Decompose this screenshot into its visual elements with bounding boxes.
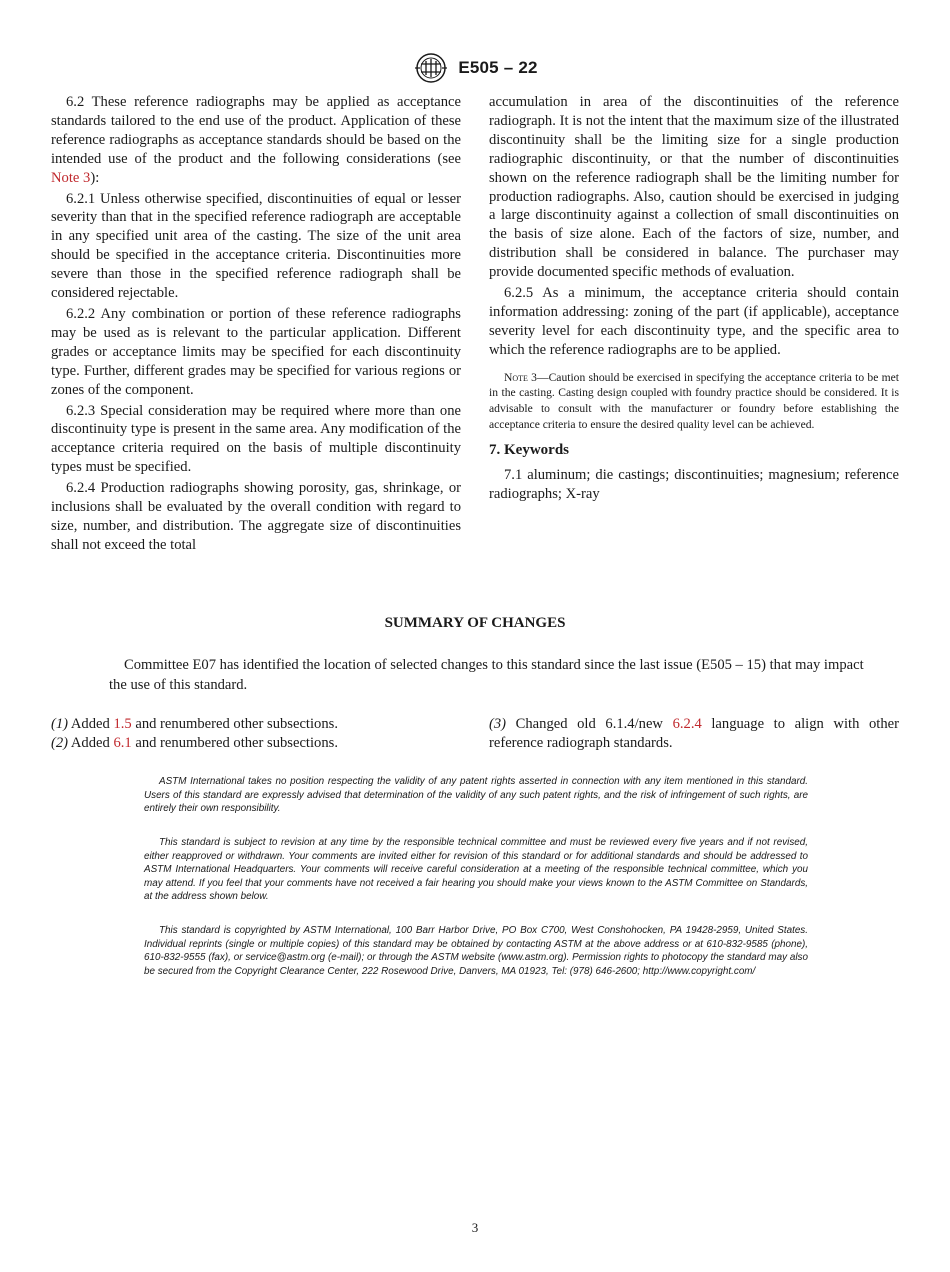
paragraph-6-2-text: 6.2 These reference radiographs may be applied as acceptance standards tailored to the end use of the product. Application of these reference radiographs as acceptance standards should be based on the intended use of the product and the following considerations (see [51, 94, 461, 167]
section-link-6-1[interactable]: 6.1 [113, 735, 132, 751]
standard-designation: E505 – 22 [458, 58, 538, 77]
patent-notice: ASTM International takes no position respecting the validity of any patent rights asserted in connection with any item mentioned in this standard. Users of this standard are expressly advised that determination of the validity of any such patent rights, and the risk of infringement of such rights, are entirely their own responsibility. [144, 776, 808, 814]
paragraph-6-2-3: 6.2.3 Special consideration may be required where more than one discontinuity type is present in the same area. Any modification of the acceptance criteria required on the basis of multiple discontinuity types must be specified. [51, 402, 461, 476]
revision-notice: This standard is subject to revision at any time by the responsible technical committee and must be reviewed every five years and if not revised, either reapproved or withdrawn. Your comments are invited either for revision of this standard or for additional standards and should be addressed to ASTM International Headquarters. Your comments will receive careful consideration at a meeting of the responsible technical committee, which you may attend. If you feel that your comments have not received a fair hearing you should make your views known to the ASTM Committee on Standards, at the address shown below. [144, 837, 808, 902]
summary-of-changes-title: SUMMARY OF CHANGES [384, 615, 566, 631]
change-item [51, 715, 461, 734]
page-header [0, 52, 950, 84]
section-heading-keywords: 7. Keywords [489, 441, 569, 458]
change-number: (2) [51, 735, 69, 751]
paragraph-7-1: 7.1 aluminum; die castings; discontinuities; magnesium; reference radiographs; X-ray [489, 466, 899, 502]
paragraph-6-2-5: 6.2.5 As a minimum, the acceptance criteria should contain information addressing: zoning of the part (if applicable), acceptance severity level for each discontinuity type, and the specific area to which the reference radiographs are to be applied. [489, 285, 899, 358]
paragraph-6-2 [51, 93, 461, 188]
paragraph-6-2-2: 6.2.2 Any combination or portion of these reference radiographs may be used as is relevant to the particular application. Different grades or acceptance limits may be specified for each discontinuity type. Further, different grades may be specified for various regions or zones of the component. [51, 305, 461, 398]
summary-intro-text: Committee E07 has identified the location of selected changes to this standard since the last issue (E505 – 15) that may impact the use of this standard. [109, 657, 864, 693]
change-text: Changed old 6.1.4/new [506, 716, 673, 732]
change-item [51, 734, 461, 753]
paragraph-6-2-4: 6.2.4 Production radiographs showing porosity, gas, shrinkage, or inclusions shall be evaluated by the overall condition with regard to size, number, and distribution. The aggregate size of discontinuities shall not exceed the total [51, 480, 461, 553]
astm-logo-icon [412, 53, 450, 83]
section-link-1-5[interactable]: 1.5 [113, 716, 132, 732]
right-column [489, 93, 899, 506]
changes-list-left [51, 715, 461, 753]
note-label: Note 3 [504, 370, 537, 384]
summary-intro [109, 656, 869, 695]
section-link-6-2-4[interactable]: 6.2.4 [672, 716, 702, 732]
copyright-notice: This standard is copyrighted by ASTM International, 100 Barr Harbor Drive, PO Box C700, West Conshohocken, PA 19428-2959, United States. Individual reprints (single or multiple copies) of this standard may be obtained by contacting ASTM at the above address or at 610-832-9585 (phone), 610-832-9555 (fax), or service@astm.org (e-mail); or through the ASTM website (www.astm.org). Permission rights to photocopy the standard may also be secured from the Copyright Clearance Center, 222 Rosewood Drive, Danvers, MA 01923, Tel: (978) 646-2600; http://www.copyright.com/ [144, 925, 808, 977]
change-text-end: language to align with other reference radiograph standards. [489, 716, 899, 751]
change-number: (1) [51, 716, 69, 732]
note-3-link[interactable]: Note 3 [51, 169, 91, 186]
note-text: —Caution should be exercised in specifying the acceptance criteria to be met in the casting. Casting design coupled with foundry practice should be considered. It is advisable to consult with the manufacturer or foundry before establishing the acceptance criteria to ensure the desired quality level can be achieved. [489, 370, 899, 432]
change-text: Added [68, 716, 114, 732]
change-text-end: and renumbered other subsections. [131, 735, 338, 751]
paragraph-6-2-end: ): [90, 169, 100, 186]
change-text: Added [68, 735, 114, 751]
page-number: 3 [471, 1220, 479, 1235]
change-number: (3) [489, 716, 507, 732]
paragraph-6-2-1: 6.2.1 Unless otherwise specified, discontinuities of equal or lesser severity than that in the specified reference radiograph are acceptable in any specified unit area of the casting. The size of the unit area should be specified in the acceptance criteria. Discontinuities more severe than those in the specified reference radiograph shall be considered rejectable. [51, 190, 461, 302]
note-3 [489, 370, 899, 433]
change-text-end: and renumbered other subsections. [131, 716, 338, 732]
left-column [51, 93, 461, 557]
changes-list-right [489, 715, 899, 753]
paragraph-6-2-4-continued: accumulation in area of the discontinuities of the reference radiograph. It is not the intent that the maximum size of the illustrated discontinuity shall be the limiting size for a single production radiographic discontinuity, or that the number of discontinuities shown on the reference radiograph shall be the limiting number for production radiographs. Also, caution should be exercised in judging a large discontinuity against a collection of small discontinuities on the basis of size alone. Each of the factors of size, number, and distribution shall be considered in balance. The purchaser may provide documented specific methods of evaluation. [489, 94, 899, 281]
change-item [489, 715, 899, 753]
